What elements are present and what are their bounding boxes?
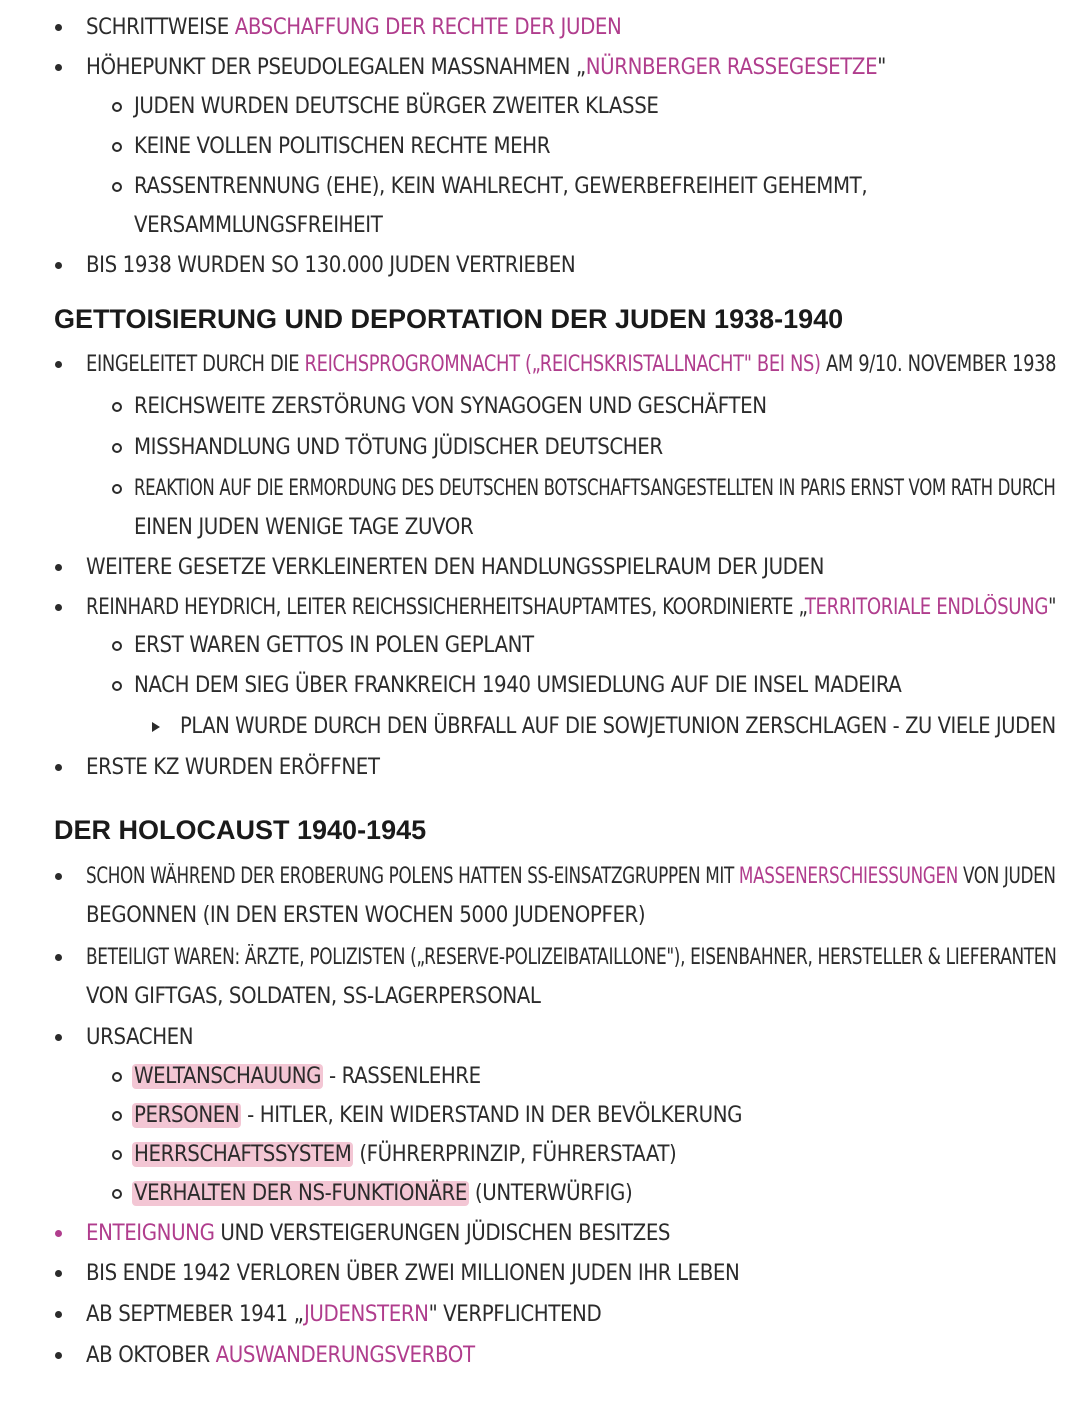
note-line: MISSHANDLUNG UND TÖTUNG JÜDISCHER DEUTSCHER [134, 435, 663, 460]
sub-bullet [112, 443, 122, 453]
note-line: REAKTION AUF DIE ERMORDUNG DES DEUTSCHEN BOTSCHAFTSANGESTELLTEN IN PARIS ERNST VOM RATH DURCH [134, 476, 1056, 501]
bullet [55, 1352, 62, 1359]
sub-bullet [112, 1111, 122, 1121]
note-line: URSACHEN [86, 1025, 194, 1050]
bullet [55, 604, 62, 611]
bullet [55, 1270, 62, 1277]
note-line: ENTEIGNUNG UND VERSTEIGERUNGEN JÜDISCHEN BESITZES [86, 1221, 671, 1246]
sub-bullet [112, 142, 122, 152]
note-line: HERRSCHAFTSSYSTEM (FÜHRERPRINZIP, FÜHRERSTAAT) [134, 1142, 677, 1167]
note-line: BETEILIGT WAREN: ÄRZTE, POLIZISTEN („RESERVE-POLIZEIBATAILLONE"), EISENBAHNER, HERSTELLER & LIEFERANTEN [86, 945, 1057, 970]
note-line: REINHARD HEYDRICH, LEITER REICHSSICHERHEITSHAUPTAMTES, KOORDINIERTE „TERRITORIALE ENDLÖSUNG" [86, 595, 1057, 620]
bullet [55, 1230, 62, 1237]
note-line: ERSTE KZ WURDEN ERÖFFNET [86, 755, 380, 780]
note-line: EINEN JUDEN WENIGE TAGE ZUVOR [134, 515, 474, 540]
bullet [55, 764, 62, 771]
sub-bullet [112, 402, 122, 412]
note-line: KEINE VOLLEN POLITISCHEN RECHTE MEHR [134, 134, 551, 159]
note-line: REICHSWEITE ZERSTÖRUNG VON SYNAGOGEN UND GESCHÄFTEN [134, 394, 767, 419]
bullet [55, 564, 62, 571]
note-line: BIS ENDE 1942 VERLOREN ÜBER ZWEI MILLIONEN JUDEN IHR LEBEN [86, 1261, 740, 1286]
sub-bullet [112, 1072, 122, 1082]
note-line: VON GIFTGAS, SOLDATEN, SS-LAGERPERSONAL [86, 984, 541, 1009]
triangle-bullet-icon [152, 722, 160, 732]
note-line: AB SEPTMEBER 1941 „JUDENSTERN" VERPFLICHTEND [86, 1302, 602, 1327]
bullet [55, 361, 62, 368]
bullet [55, 954, 62, 961]
note-line: AB OKTOBER AUSWANDERUNGSVERBOT [86, 1343, 475, 1368]
bullet [55, 873, 62, 880]
sub-bullet [112, 484, 122, 494]
note-line: BIS 1938 WURDEN SO 130.000 JUDEN VERTRIEBEN [86, 253, 576, 278]
sub-bullet [112, 641, 122, 651]
sub-bullet [112, 681, 122, 691]
note-line: VERHALTEN DER NS-FUNKTIONÄRE (UNTERWÜRFIG) [134, 1181, 633, 1206]
note-line: JUDEN WURDEN DEUTSCHE BÜRGER ZWEITER KLASSE [134, 94, 659, 119]
sub-bullet [112, 1150, 122, 1160]
bullet [55, 1311, 62, 1318]
note-line: VERSAMMLUNGSFREIHEIT [134, 213, 383, 238]
bullet [55, 24, 62, 31]
note-line: EINGELEITET DURCH DIE REICHSPROGROMNACHT („REICHSKRISTALLNACHT" BEI NS) AM 9/10. NOVEMBER 1938 [86, 352, 1057, 377]
sub-bullet [112, 102, 122, 112]
note-line: HÖHEPUNKT DER PSEUDOLEGALEN MASSNAHMEN „NÜRNBERGER RASSEGESETZE" [86, 55, 886, 80]
note-line: SCHON WÄHREND DER EROBERUNG POLENS HATTEN SS-EINSATZGRUPPEN MIT MASSENERSCHIESSUNGEN VON JUDEN [86, 864, 1056, 889]
note-line: NACH DEM SIEG ÜBER FRANKREICH 1940 UMSIEDLUNG AUF DIE INSEL MADEIRA [134, 673, 902, 698]
sub-bullet [112, 1189, 122, 1199]
note-line: SCHRITTWEISE ABSCHAFFUNG DER RECHTE DER JUDEN [86, 15, 622, 40]
note-line: RASSENTRENNUNG (EHE), KEIN WAHLRECHT, GEWERBEFREIHEIT GEHEMMT, [134, 174, 868, 199]
note-line: BEGONNEN (IN DEN ERSTEN WOCHEN 5000 JUDENOPFER) [86, 903, 646, 928]
note-line: PERSONEN - HITLER, KEIN WIDERSTAND IN DER BEVÖLKERUNG [134, 1103, 743, 1128]
bullet [55, 262, 62, 269]
note-line: WEITERE GESETZE VERKLEINERTEN DEN HANDLUNGSSPIELRAUM DER JUDEN [86, 555, 825, 580]
note-line: WELTANSCHAUUNG - RASSENLEHRE [134, 1064, 481, 1089]
note-line: ERST WAREN GETTOS IN POLEN GEPLANT [134, 633, 534, 658]
bullet [55, 1034, 62, 1041]
section-heading: GETTOISIERUNG UND DEPORTATION DER JUDEN 1938-1940 [54, 304, 844, 334]
section-heading: DER HOLOCAUST 1940-1945 [54, 815, 427, 845]
bullet [55, 64, 62, 71]
note-line: PLAN WURDE DURCH DEN ÜBRFALL AUF DIE SOWJETUNION ZERSCHLAGEN - ZU VIELE JUDEN [180, 714, 1056, 739]
sub-bullet [112, 182, 122, 192]
